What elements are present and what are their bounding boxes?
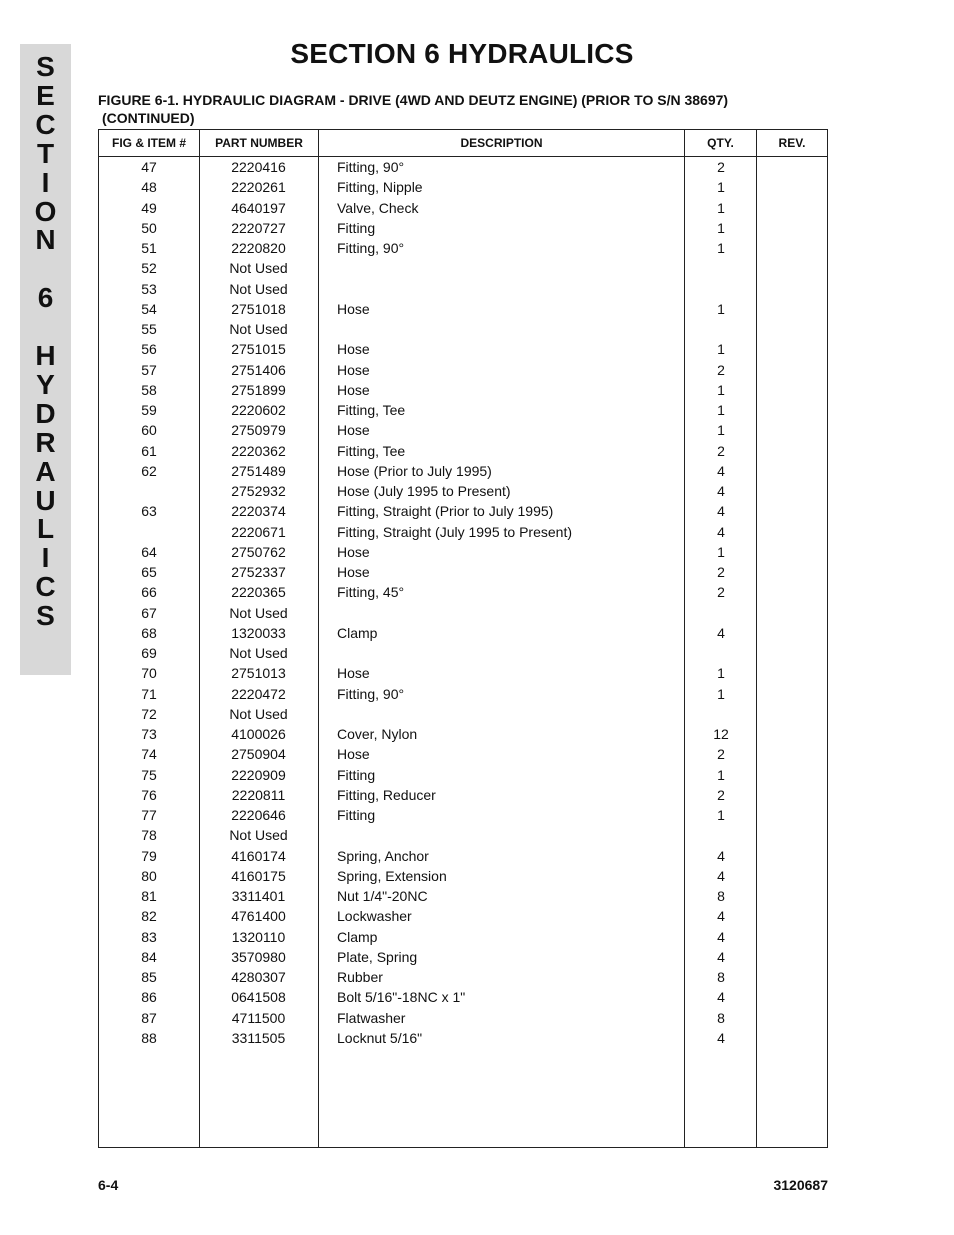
side-tab-letter: S: [36, 51, 55, 82]
fig-item-cell: 58: [141, 381, 157, 398]
qty-cell: 4: [717, 462, 725, 479]
table-row: [99, 562, 827, 582]
description-cell: Bolt 5/16"-18NC x 1": [337, 989, 466, 1006]
fig-item-cell: 52: [141, 260, 157, 277]
table-row: [99, 1008, 827, 1028]
table-row: [99, 825, 827, 845]
fig-item-cell: 51: [141, 240, 157, 256]
qty-cell: 2: [717, 564, 725, 580]
table-row: [99, 177, 827, 197]
side-tab-letter: C: [35, 108, 56, 140]
part-number-cell: 3311401: [231, 888, 286, 904]
part-number-cell: Not Used: [229, 260, 288, 277]
fig-item-cell: 59: [141, 402, 157, 418]
qty-cell: 4: [717, 867, 725, 884]
part-number-cell: 2220909: [231, 766, 286, 783]
part-number-cell: 4160175: [231, 867, 286, 884]
description-cell: Nut 1/4"-20NC: [337, 888, 428, 904]
fig-item-cell: 79: [141, 847, 157, 864]
side-tab-letter: L: [36, 513, 55, 545]
table-row: [99, 603, 827, 623]
qty-cell: 4: [717, 928, 725, 945]
part-number-cell: 2751013: [231, 665, 286, 682]
part-number-cell: 2750979: [231, 422, 286, 439]
part-number-cell: 2220472: [231, 685, 286, 702]
part-number-cell: 2751015: [231, 341, 286, 358]
side-tab-letter: U: [35, 484, 56, 516]
fig-item-cell: 84: [141, 948, 157, 965]
part-number-cell: 3311505: [231, 1029, 286, 1046]
qty-cell: 2: [717, 159, 725, 175]
header-fig-item: FIG & ITEM #: [111, 136, 186, 150]
table-row: [99, 198, 827, 218]
part-number-cell: 4100026: [231, 726, 286, 742]
fig-item-cell: 70: [141, 665, 157, 682]
table-row: [99, 643, 827, 663]
fig-item-cell: 73: [141, 726, 157, 742]
table-row: [99, 886, 827, 906]
side-tab-letter: I: [41, 166, 50, 198]
qty-cell: 4: [717, 503, 725, 520]
description-cell: Fitting, Reducer: [337, 786, 436, 803]
part-number-cell: 2751489: [231, 462, 286, 479]
part-number-cell: Not Used: [229, 321, 288, 337]
qty-cell: 8: [717, 969, 725, 985]
description-cell: Spring, Extension: [337, 867, 447, 884]
header-description: DESCRIPTION: [460, 136, 543, 150]
qty-cell: 4: [717, 1029, 725, 1046]
qty-cell: 4: [717, 483, 725, 499]
part-number-cell: 2751018: [231, 300, 286, 317]
qty-cell: 2: [717, 584, 725, 601]
table-row: [99, 663, 827, 683]
fig-item-cell: 55: [141, 321, 157, 337]
qty-cell: 4: [717, 948, 725, 965]
part-number-cell: 2220362: [231, 442, 286, 459]
part-number-cell: 2750762: [231, 543, 286, 560]
side-tab-letter: N: [35, 224, 56, 256]
fig-item-cell: 71: [141, 685, 157, 702]
part-number-cell: Not Used: [229, 705, 288, 722]
fig-item-cell: 88: [141, 1029, 157, 1046]
page-number: 6-4: [98, 1177, 119, 1193]
qty-cell: 2: [717, 361, 725, 378]
part-number-cell: 0641508: [231, 989, 286, 1006]
part-number-cell: 4761400: [231, 908, 286, 925]
part-number-cell: 2751406: [231, 361, 286, 378]
part-number-cell: 1320033: [231, 624, 286, 641]
qty-cell: 4: [717, 523, 725, 540]
table-row: [99, 380, 827, 400]
qty-cell: 1: [717, 240, 725, 256]
part-number-cell: Not Used: [229, 645, 288, 661]
table-row: [99, 623, 827, 643]
side-tab-letter: C: [35, 571, 56, 603]
part-number-cell: 4711500: [231, 1009, 286, 1026]
fig-item-cell: 68: [141, 624, 157, 641]
side-tab-letter: 6: [37, 282, 54, 314]
description-cell: Fitting: [337, 219, 376, 236]
fig-item-cell: 48: [141, 179, 157, 196]
description-cell: Clamp: [337, 928, 378, 945]
description-cell: Hose (Prior to July 1995): [337, 462, 492, 479]
part-number-cell: 2220671: [231, 523, 286, 540]
parts-table: [98, 129, 828, 1148]
fig-item-cell: 76: [141, 786, 157, 803]
table-row: [99, 927, 827, 947]
qty-cell: 4: [717, 989, 725, 1006]
qty-cell: 8: [717, 888, 725, 904]
part-number-cell: 2220646: [231, 807, 286, 823]
table-row: [99, 542, 827, 562]
part-number-cell: 2220820: [231, 240, 286, 256]
part-number-cell: Not Used: [229, 827, 288, 844]
qty-cell: 1: [717, 543, 725, 560]
qty-cell: 2: [717, 786, 725, 803]
fig-item-cell: 85: [141, 969, 157, 985]
table-body: [99, 157, 827, 1048]
fig-item-cell: 49: [141, 199, 157, 216]
table-row: [99, 441, 827, 461]
qty-cell: 1: [717, 341, 725, 358]
qty-cell: 1: [717, 219, 725, 236]
description-cell: Hose: [337, 381, 370, 398]
part-number-cell: 2750904: [231, 746, 286, 763]
part-number-cell: 1320110: [231, 928, 286, 945]
description-cell: Fitting: [337, 807, 376, 823]
part-number-cell: 4280307: [231, 969, 286, 985]
fig-item-cell: 72: [141, 705, 157, 722]
side-tab-letter: R: [35, 426, 56, 458]
table-row: [99, 501, 827, 521]
fig-item-cell: 67: [141, 604, 157, 621]
fig-item-cell: 57: [141, 361, 157, 378]
description-cell: Hose: [337, 746, 370, 763]
side-tab-letter: I: [41, 542, 50, 574]
table-row: [99, 805, 827, 825]
qty-cell: 12: [713, 726, 729, 742]
fig-item-cell: 87: [141, 1009, 157, 1026]
fig-item-cell: 54: [141, 300, 157, 317]
description-cell: Hose: [337, 422, 370, 439]
qty-cell: 4: [717, 624, 725, 641]
fig-item-cell: 77: [141, 807, 157, 823]
description-cell: Clamp: [337, 624, 378, 641]
fig-item-cell: 50: [141, 219, 157, 236]
description-cell: Fitting, 90°: [337, 240, 405, 256]
description-cell: Fitting: [337, 766, 376, 783]
qty-cell: 1: [717, 402, 725, 418]
fig-item-cell: 65: [141, 564, 157, 580]
fig-item-cell: 69: [141, 645, 157, 661]
fig-item-cell: 64: [141, 543, 157, 560]
fig-item-cell: 86: [141, 989, 157, 1006]
description-cell: Hose: [337, 564, 370, 580]
description-cell: Fitting, Tee: [337, 442, 406, 459]
table-row: [99, 157, 827, 177]
side-tab-letter: A: [35, 455, 56, 487]
header-part-number: PART NUMBER: [215, 136, 303, 150]
part-number-cell: 4640197: [231, 199, 286, 216]
fig-item-cell: 62: [141, 462, 157, 479]
table-row: [99, 1028, 827, 1048]
table-row: [99, 744, 827, 764]
fig-item-cell: 80: [141, 867, 157, 884]
page-title: SECTION 6 HYDRAULICS: [290, 38, 634, 69]
section-side-tab: [20, 44, 71, 675]
description-cell: Flatwasher: [337, 1009, 406, 1026]
part-number-cell: 2220365: [231, 584, 286, 601]
table-row: [99, 866, 827, 886]
part-number-cell: 2220727: [231, 219, 286, 236]
table-row: [99, 967, 827, 987]
description-cell: Lockwasher: [337, 908, 412, 925]
part-number-cell: 2220602: [231, 402, 286, 418]
part-number-cell: Not Used: [229, 604, 288, 621]
fig-item-cell: 75: [141, 766, 157, 783]
description-cell: Hose: [337, 543, 370, 560]
table-row: [99, 906, 827, 926]
part-number-cell: Not Used: [229, 280, 288, 297]
description-cell: Fitting, 90°: [337, 685, 405, 702]
description-cell: Fitting, Straight (July 1995 to Present): [337, 523, 572, 540]
qty-cell: 1: [717, 300, 725, 317]
table-row: [99, 279, 827, 299]
table-row: [99, 765, 827, 785]
table-row: [99, 461, 827, 481]
table-row: [99, 218, 827, 238]
description-cell: Rubber: [337, 969, 383, 985]
qty-cell: 1: [717, 766, 725, 783]
qty-cell: 1: [717, 179, 725, 196]
part-number-cell: 2220261: [231, 179, 286, 196]
qty-cell: 8: [717, 1009, 725, 1026]
header-rev: REV.: [778, 136, 806, 150]
description-cell: Plate, Spring: [337, 948, 418, 965]
part-number-cell: 2220374: [231, 503, 286, 520]
description-cell: Hose: [337, 361, 370, 378]
qty-cell: 2: [717, 746, 725, 763]
qty-cell: 1: [717, 199, 725, 216]
figure-title: [98, 91, 838, 127]
fig-item-cell: 74: [141, 746, 157, 763]
table-row: [99, 299, 827, 319]
qty-cell: 1: [717, 665, 725, 682]
figure-title-text: FIGURE 6-1. HYDRAULIC DIAGRAM - DRIVE (4WD AND DEUTZ ENGINE) (PRIOR TO S/N 38697): [98, 92, 729, 108]
description-cell: Hose: [337, 665, 370, 682]
qty-cell: 2: [717, 442, 725, 459]
table-row: [99, 846, 827, 866]
document-number: 3120687: [773, 1177, 828, 1193]
table-row: [99, 582, 827, 602]
side-tab-letter: H: [35, 340, 56, 371]
table-row: [99, 724, 827, 744]
table-row: [99, 987, 827, 1007]
side-tab-letter: O: [34, 195, 57, 227]
description-cell: Fitting, Nipple: [337, 179, 423, 196]
qty-cell: 1: [717, 381, 725, 398]
part-number-cell: 2752932: [231, 483, 286, 499]
part-number-cell: 3570980: [231, 948, 286, 965]
qty-cell: 1: [717, 422, 725, 439]
description-cell: Valve, Check: [337, 199, 419, 216]
header-qty: QTY.: [707, 136, 734, 150]
qty-cell: 1: [717, 685, 725, 702]
description-cell: Hose: [337, 300, 370, 317]
part-number-cell: 2751899: [231, 381, 286, 398]
fig-item-cell: 56: [141, 341, 157, 358]
fig-item-cell: 47: [141, 159, 157, 175]
qty-cell: 4: [717, 908, 725, 925]
table-row: [99, 339, 827, 359]
table-row: [99, 238, 827, 258]
description-cell: Locknut 5/16": [337, 1029, 423, 1046]
description-cell: Cover, Nylon: [337, 726, 418, 742]
table-row: [99, 481, 827, 501]
part-number-cell: 2220811: [231, 786, 286, 803]
side-tab-letter: T: [36, 137, 55, 169]
table-row: [99, 319, 827, 339]
description-cell: Hose: [337, 341, 370, 358]
description-cell: Spring, Anchor: [337, 847, 429, 864]
fig-item-cell: 78: [141, 827, 157, 844]
side-tab-letter: Y: [36, 368, 55, 400]
side-tab-letter: S: [36, 600, 55, 632]
fig-item-cell: 81: [141, 888, 157, 904]
fig-item-cell: 61: [141, 442, 157, 459]
table-row: [99, 684, 827, 704]
part-number-cell: 4160174: [231, 847, 286, 864]
part-number-cell: 2752337: [231, 564, 286, 580]
table-row: [99, 360, 827, 380]
side-tab-letters: [20, 44, 71, 675]
description-cell: Fitting, Tee: [337, 402, 406, 418]
fig-item-cell: 60: [141, 422, 157, 439]
description-cell: Fitting, 90°: [337, 159, 405, 175]
table-row: [99, 400, 827, 420]
qty-cell: 4: [717, 847, 725, 864]
table-row: [99, 785, 827, 805]
description-cell: Hose (July 1995 to Present): [337, 483, 511, 499]
fig-item-cell: 66: [141, 584, 157, 601]
side-tab-letter: D: [35, 397, 56, 429]
figure-title-continued: (CONTINUED): [102, 110, 195, 126]
fig-item-cell: 83: [141, 928, 157, 945]
table-row: [99, 420, 827, 440]
table-row: [99, 258, 827, 278]
table-row: [99, 947, 827, 967]
description-cell: Fitting, 45°: [337, 584, 405, 601]
description-cell: Fitting, Straight (Prior to July 1995): [337, 503, 554, 520]
side-tab-letter: E: [36, 79, 55, 111]
fig-item-cell: 53: [141, 280, 157, 297]
fig-item-cell: 63: [141, 503, 157, 520]
part-number-cell: 2220416: [231, 159, 286, 175]
table-row: [99, 704, 827, 724]
qty-cell: 1: [717, 807, 725, 823]
table-row: [99, 522, 827, 542]
fig-item-cell: 82: [141, 908, 157, 925]
